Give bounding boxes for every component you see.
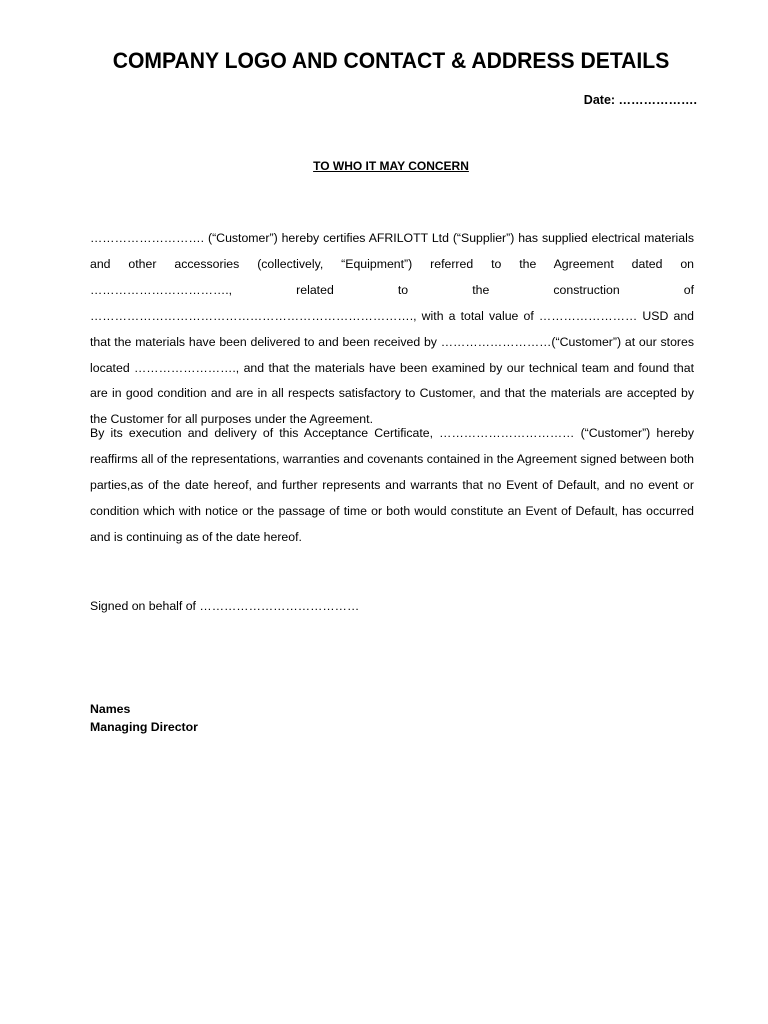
date-line: Date: ……………….: [583, 93, 697, 107]
signatory-block: [90, 700, 198, 736]
certification-paragraph: ………………………. (“Customer”) hereby certifies AFRILOTT Ltd (“Supplier”) has supplied electrical materials and other accessories (collectively, “Equipment”) referred to the Agreement dated on ……………………………., related to the construction of ……………………………………………………………………., with a total value of …………………… USD and that the materials have been delivered to and been received by ………………………(“Customer”) at our stores located ……………………., and that the materials have been examined by our technical team and found that are in good condition and are in all respects satisfactory to Customer, and that the materials are accepted by the Customer for all purposes under the Agreement.: [90, 231, 694, 427]
signatory-title: Managing Director: [90, 720, 198, 734]
reaffirmation-paragraph: By its execution and delivery of this Acceptance Certificate, …………………………… (“Customer”) hereby reaffirms all of the representations, warranties and covenants contained in the Agreement signed between both parties,as of the date hereof, and further represents and warrants that no Event of Default, and no event or condition which with notice or the passage of time or both would constitute an Event of Default, has occurred and is continuing as of the date hereof.: [90, 426, 694, 544]
signatory-name: Names: [90, 702, 131, 716]
signed-on-behalf-line: Signed on behalf of …………………………………: [90, 599, 360, 613]
company-header-placeholder: COMPANY LOGO AND CONTACT & ADDRESS DETAILS: [112, 48, 670, 73]
subject-line: TO WHO IT MAY CONCERN: [313, 159, 469, 173]
